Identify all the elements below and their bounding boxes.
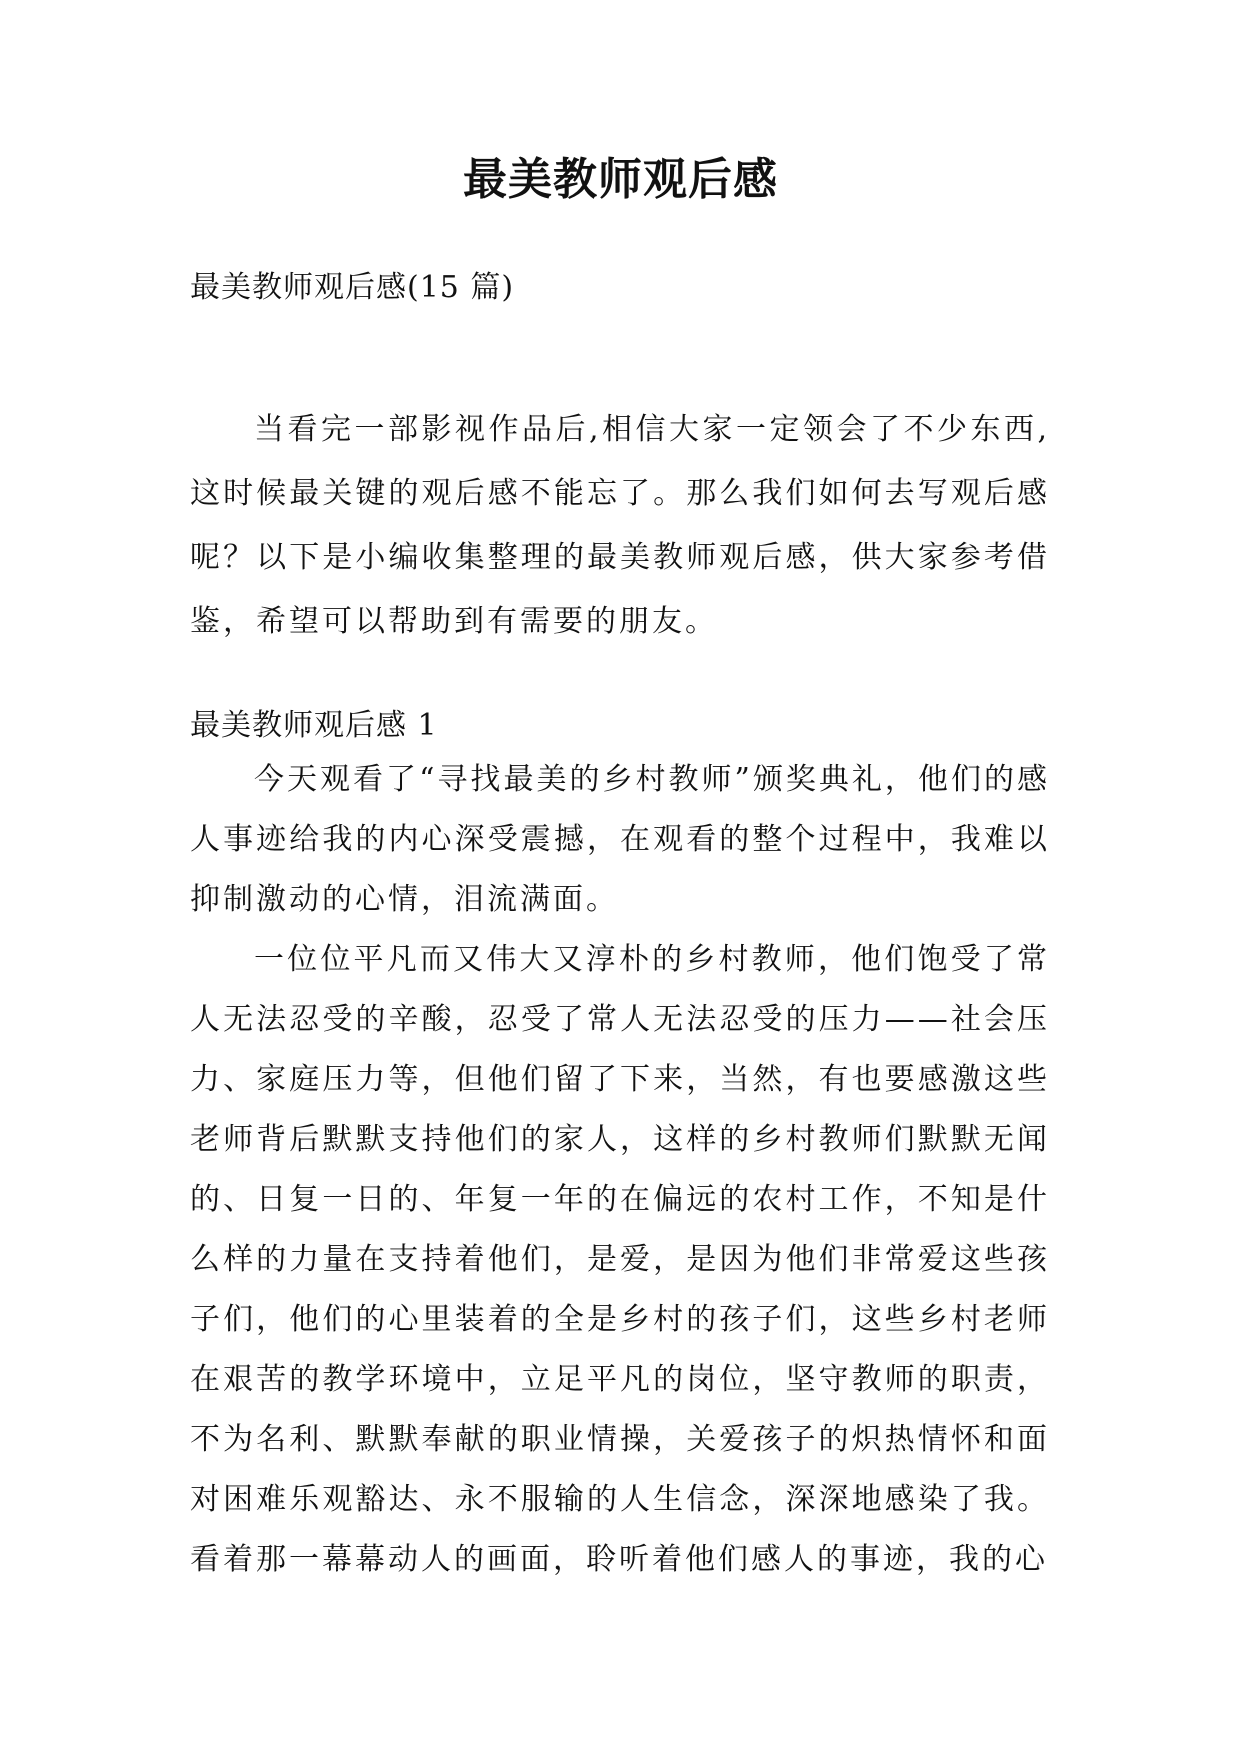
section-paragraph-2: 一位位平凡而又伟大又淳朴的乡村教师，他们饱受了常人无法忍受的辛酸，忍受了常人无法忍受的压力——社会压力、家庭压力等，但他们留了下来，当然，有也要感激这些老师背后默默支持他们的家人，这样的乡村教师们默默无闻的、日复一日的、年复一年的在偏远的农村工作，不知是什么样的力量在支持着他们，是爱，是因为他们非常爱这些孩子们，他们的心里装着的全是乡村的孩子们，这些乡村老师在艰苦的教学环境中，立足平凡的岗位，坚守教师的职责，不为名利、默默奉献的职业情操，关爱孩子的炽热情怀和面对困难乐观豁达、永不服输的人生信念，深深地感染了我。看着那一幕幕动人的画面，聆听着他们感人的事迹，我的心 — [190, 942, 1050, 1577]
section-paragraph-1: 今天观看了“寻找最美的乡村教师”颁奖典礼，他们的感人事迹给我的内心深受震撼，在观看的整个过程中，我难以抑制激动的心情，泪流满面。 — [190, 762, 1050, 917]
intro-paragraph-block — [190, 398, 1050, 654]
intro-paragraph: 当看完一部影视作品后,相信大家一定领会了不少东西,这时候最关键的观后感不能忘了。那么我们如何去写观后感呢？以下是小编收集整理的最美教师观后感，供大家参考借鉴，希望可以帮助到有需要的朋友。 — [190, 412, 1050, 639]
section-body — [190, 750, 1050, 1590]
document-title: 最美教师观后感 — [463, 154, 778, 205]
document-subtitle: 最美教师观后感(15 篇) — [190, 270, 515, 305]
section-heading: 最美教师观后感 1 — [190, 708, 438, 743]
